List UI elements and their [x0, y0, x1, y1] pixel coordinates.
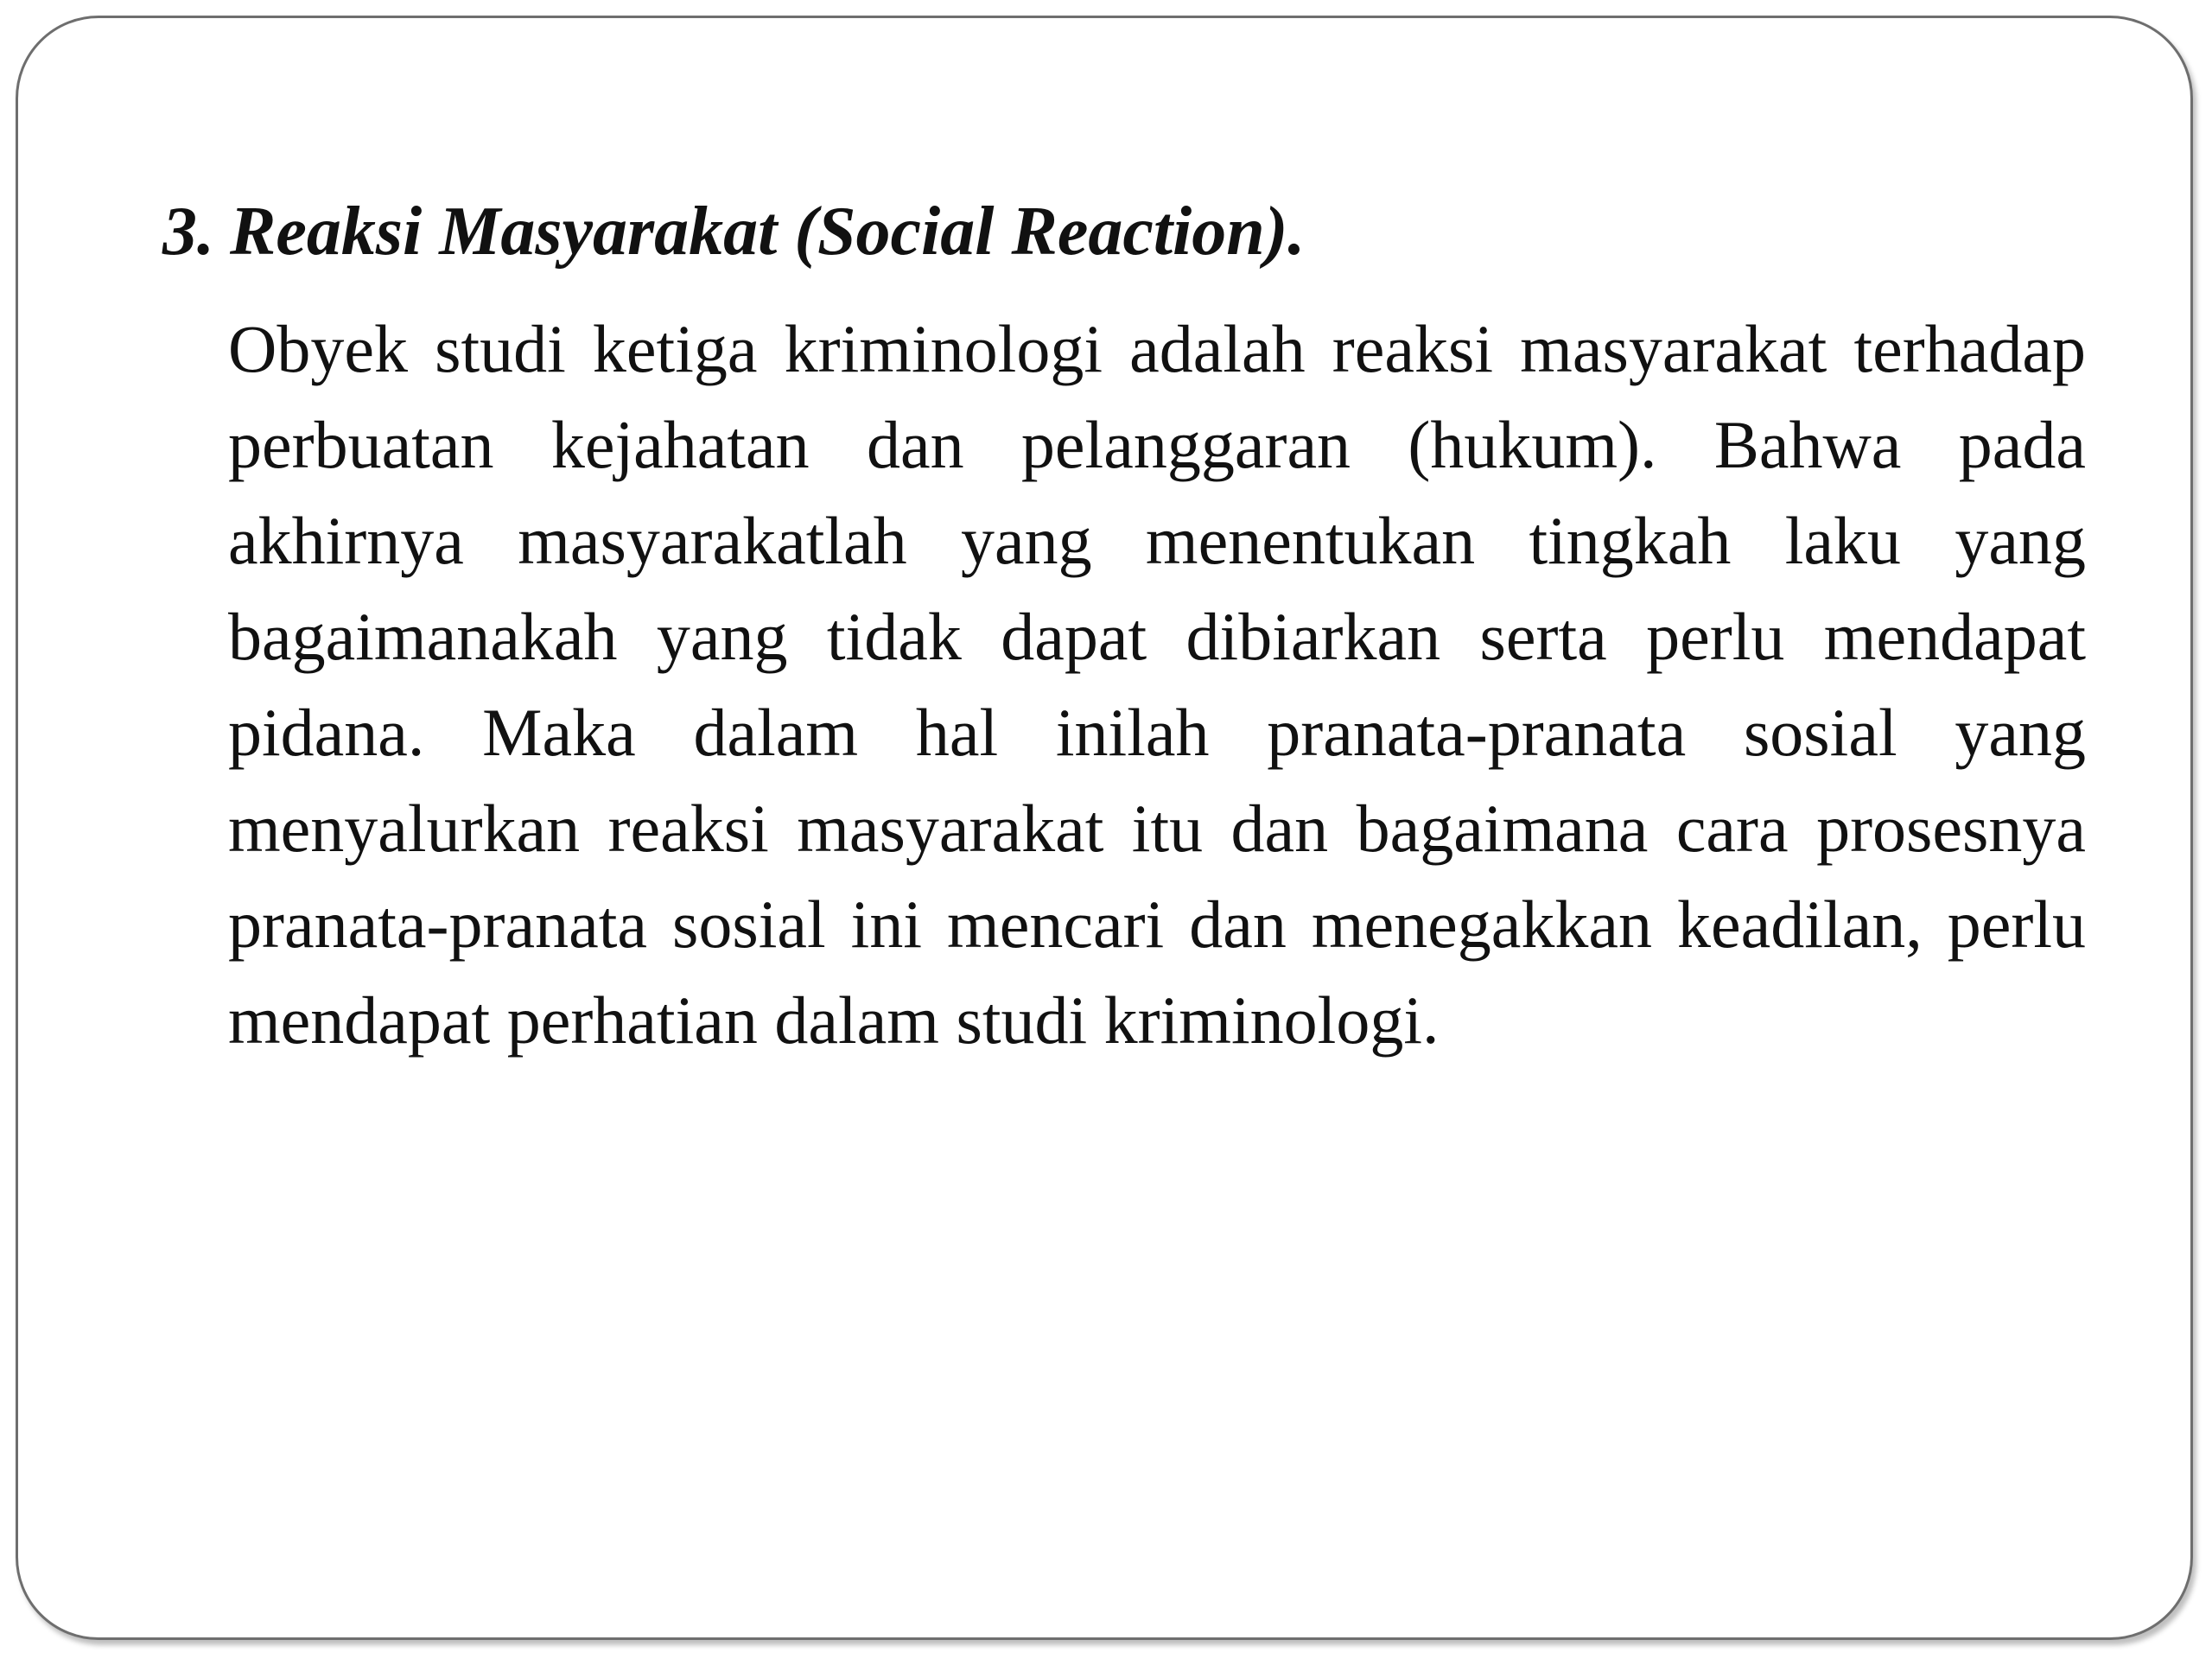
heading-number: 3.: [162, 194, 214, 270]
heading-text: Reaksi Masyarakat (Social Reaction).: [230, 194, 1306, 270]
body-paragraph: Obyek studi ketiga kriminologi adalah reaksi masyarakat terhadap perbuatan kejahatan dan pelanggaran (hukum). Bahwa pada akhirnya masyarakatlah yang menentukan tingkah laku yang bagaimanakah yang tidak dapat dibiarkan serta perlu mendapat pidana. Maka dalam hal inilah pranata-pranata sosial yang menyalurkan reaksi masyarakat itu dan bagaimana cara prosesnya pranata-pranata sosial ini mencari dan menegakkan keadilan, perlu mendapat perhatian dalam studi kriminologi.: [228, 311, 2086, 1058]
slide-heading: [162, 188, 1305, 275]
